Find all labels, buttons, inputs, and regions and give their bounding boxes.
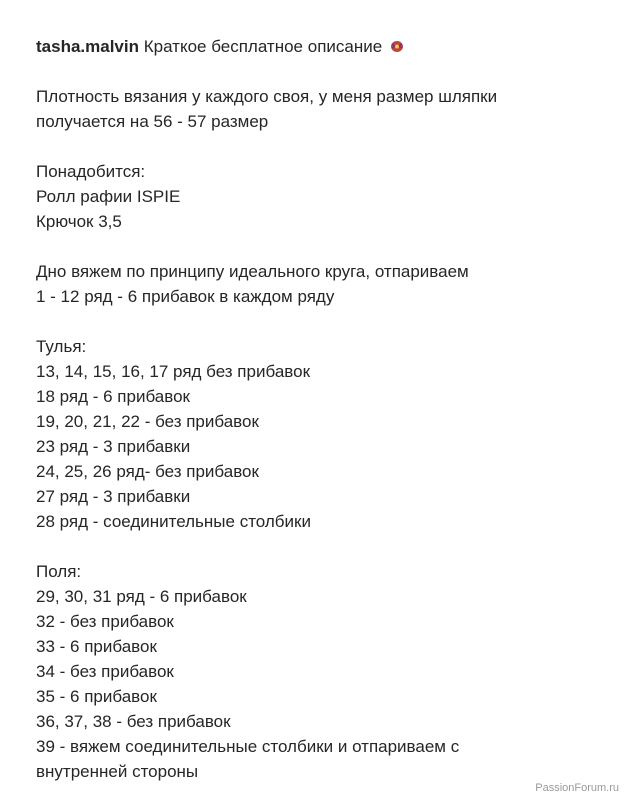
crown-row: 23 ряд - 3 прибавки [36, 437, 191, 456]
crown-row: 28 ряд - соединительные столбики [36, 512, 311, 531]
brim-row: 32 - без прибавок [36, 612, 174, 631]
materials-title: Понадобится: [36, 162, 146, 181]
gauge-line-2: получается на 56 - 57 размер [36, 112, 269, 131]
brim-row: 34 - без прибавок [36, 662, 174, 681]
brim-row: 36, 37, 38 - без прибавок [36, 712, 231, 731]
crown-row: 19, 20, 21, 22 - без прибавок [36, 412, 259, 431]
brim-title: Поля: [36, 562, 82, 581]
crown-title: Тулья: [36, 337, 87, 356]
bottom-line-2: 1 - 12 ряд - 6 прибавок в каждом ряду [36, 287, 335, 306]
caption-intro: Краткое бесплатное описание [143, 37, 383, 56]
crown-row: 24, 25, 26 ряд- без прибавок [36, 462, 259, 481]
crown-row: 18 ряд - 6 прибавок [36, 387, 190, 406]
bottom-line-1: Дно вяжем по принципу идеального круга, отпариваем [36, 262, 469, 281]
gauge-line-1: Плотность вязания у каждого своя, у меня размер шляпки [36, 87, 498, 106]
brim-row: 39 - вяжем соединительные столбики и отпариваем с [36, 737, 460, 756]
crown-row: 13, 14, 15, 16, 17 ряд без прибавок [36, 362, 311, 381]
caption-header [36, 34, 616, 59]
material-item: Крючок 3,5 [36, 212, 122, 231]
yarn-ball-icon [389, 39, 405, 53]
brim-row: 33 - 6 прибавок [36, 637, 157, 656]
brim-row: 35 - 6 прибавок [36, 687, 157, 706]
brim-row: 29, 30, 31 ряд - 6 прибавок [36, 587, 247, 606]
username[interactable]: tasha.malvin [36, 37, 139, 56]
watermark: PassionForum.ru [535, 782, 619, 794]
crown-row: 27 ряд - 3 прибавки [36, 487, 191, 506]
post-caption [36, 34, 616, 784]
brim-row: внутренней стороны [36, 762, 199, 781]
material-item: Ролл рафии ISPIE [36, 187, 181, 206]
